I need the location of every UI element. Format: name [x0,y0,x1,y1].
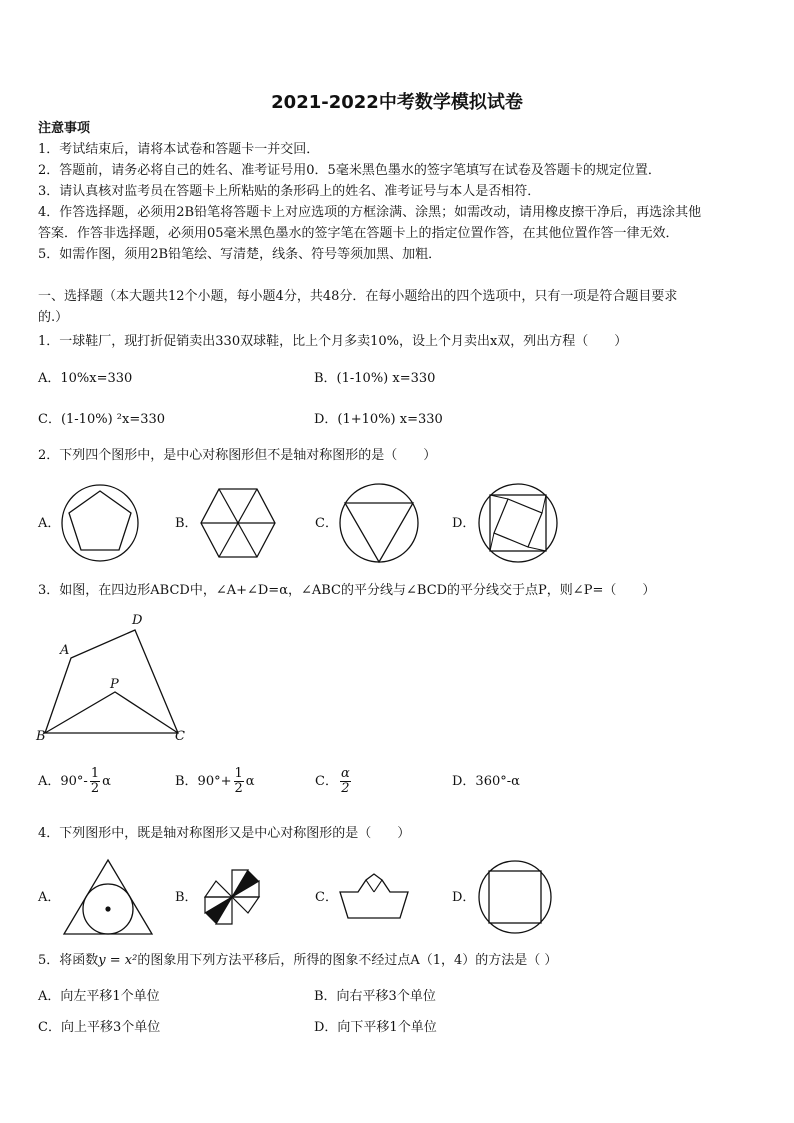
q4-option-a-label[interactable]: A． [38,890,61,905]
frac-den: 2 [90,781,100,796]
frac-num: 1 [90,766,100,781]
page-title: 2021-2022中考数学模拟试卷 [271,92,523,113]
q5-option-d[interactable]: D．向下平移1个单位 [314,1020,437,1035]
q2-figure-d-pinwheel-squares[interactable] [477,482,559,564]
q2-option-b-label[interactable]: B． [175,516,198,531]
q3-option-c[interactable] [315,764,353,800]
frac-num: α [340,766,350,781]
q5-stem-suffix: 的图象用下列方法平移后，所得的图象不经过点A（1，4）的方法是（ ） [137,953,558,968]
q4-figure-b-pinwheel[interactable] [203,868,261,926]
q2-option-c-label[interactable]: C． [315,516,338,531]
q2-option-a-label[interactable]: A． [38,516,61,531]
fraction-alpha-half [340,767,351,796]
q1-option-a[interactable]: A．10%x=330 [38,371,133,386]
fraction-half [90,767,100,796]
q3-label-b: B [36,729,46,744]
q4-option-b-label[interactable]: B． [175,890,198,905]
q3-label-a: A [60,643,70,658]
section-heading-line2: 的.） [38,310,69,325]
notice-item: 4．作答选择题，必须用2B铅笔将答题卡上对应选项的方框涂满、涂黑；如需改动，请用橡皮擦干净后，再选涂其他 [38,205,702,220]
notice-item: 5．如需作图，须用2B铅笔绘、写清楚，线条、符号等须加黑、加粗． [38,247,442,262]
q4-option-d-label[interactable]: D． [452,890,476,905]
frac-den: 2 [341,781,350,796]
q4-figure-d-square-in-circle[interactable] [477,859,553,935]
q5-stem-prefix: 5．将函数 [38,953,99,968]
notice-item: 答案．作答非选择题，必须用05毫米黑色墨水的签字笔在答题卡上的指定位置作答，在其他位置作答一律无效． [38,226,679,241]
notice-item: 2．答题前，请务必将自己的姓名、准考证号用0．5毫米黑色墨水的签字笔填写在试卷及答题卡的规定位置． [38,163,661,178]
q4-figure-c-boat[interactable] [338,872,410,920]
frac-num: 1 [234,766,243,781]
q4-stem: 4．下列图形中，既是轴对称图形又是中心对称图形的是（ ） [38,826,411,841]
section-heading-line1: 一、选择题（本大题共12个小题，每小题4分，共48分．在每小题给出的四个选项中，只有一项是符合题目要求 [38,289,678,304]
frac-den: 2 [234,781,243,796]
q1-option-c[interactable]: C．(1-10%) ²x=330 [38,412,166,427]
q2-option-d-label[interactable]: D． [452,516,476,531]
q3-label-d: D [132,613,143,628]
q5-option-b[interactable]: B．向右平移3个单位 [314,989,436,1004]
q3-label-c: C [175,729,185,744]
q3-option-a[interactable] [38,764,111,800]
q2-figure-a-pentagon-in-circle[interactable] [60,483,140,563]
alpha-symbol: α [102,774,111,789]
notice-item: 1．考试结束后，请将本试卷和答题卡一并交回． [38,142,320,157]
q1-option-d[interactable]: D．(1+10%) x=330 [314,412,443,427]
q5-function-formula: y = x² [98,953,138,968]
notice-item: 3．请认真核对监考员在答题卡上所粘贴的条形码上的姓名、准考证号与本人是否相符． [38,184,541,199]
q2-stem: 2．下列四个图形中，是中心对称图形但不是轴对称图形的是（ ） [38,448,437,463]
notice-heading: 注意事项 [38,121,91,136]
q3-option-a-prefix: A．90°- [38,774,88,789]
q1-option-b[interactable]: B．(1-10%) x=330 [314,371,436,386]
q3-option-c-prefix: C． [315,774,338,789]
q3-label-p: P [110,677,119,692]
q3-option-b-prefix: B．90°+ [175,774,232,789]
q5-option-c[interactable]: C．向上平移3个单位 [38,1020,161,1035]
q3-stem: 3．如图，在四边形ABCD中，∠A+∠D=α，∠ABC的平分线与∠BCD的平分线交于点P，则∠P=（ ） [38,583,656,598]
fraction-half [234,767,244,796]
alpha-symbol: α [245,774,255,789]
q3-option-b[interactable] [175,764,255,800]
q5-option-a[interactable]: A．向左平移1个单位 [38,989,160,1004]
q1-stem: 1．一球鞋厂，现打折促销卖出330双球鞋，比上个月多卖10%，设上个月卖出x双，列出方程（ ） [38,334,628,349]
q5-stem [38,953,557,969]
q4-figure-a-triangle-with-incircle[interactable] [62,858,154,936]
q3-option-d[interactable]: D．360°-α [452,774,520,789]
q4-option-c-label[interactable]: C． [315,890,338,905]
q2-figure-b-hexagon[interactable] [200,485,276,561]
q2-figure-c-triangle-in-circle[interactable] [338,482,420,564]
